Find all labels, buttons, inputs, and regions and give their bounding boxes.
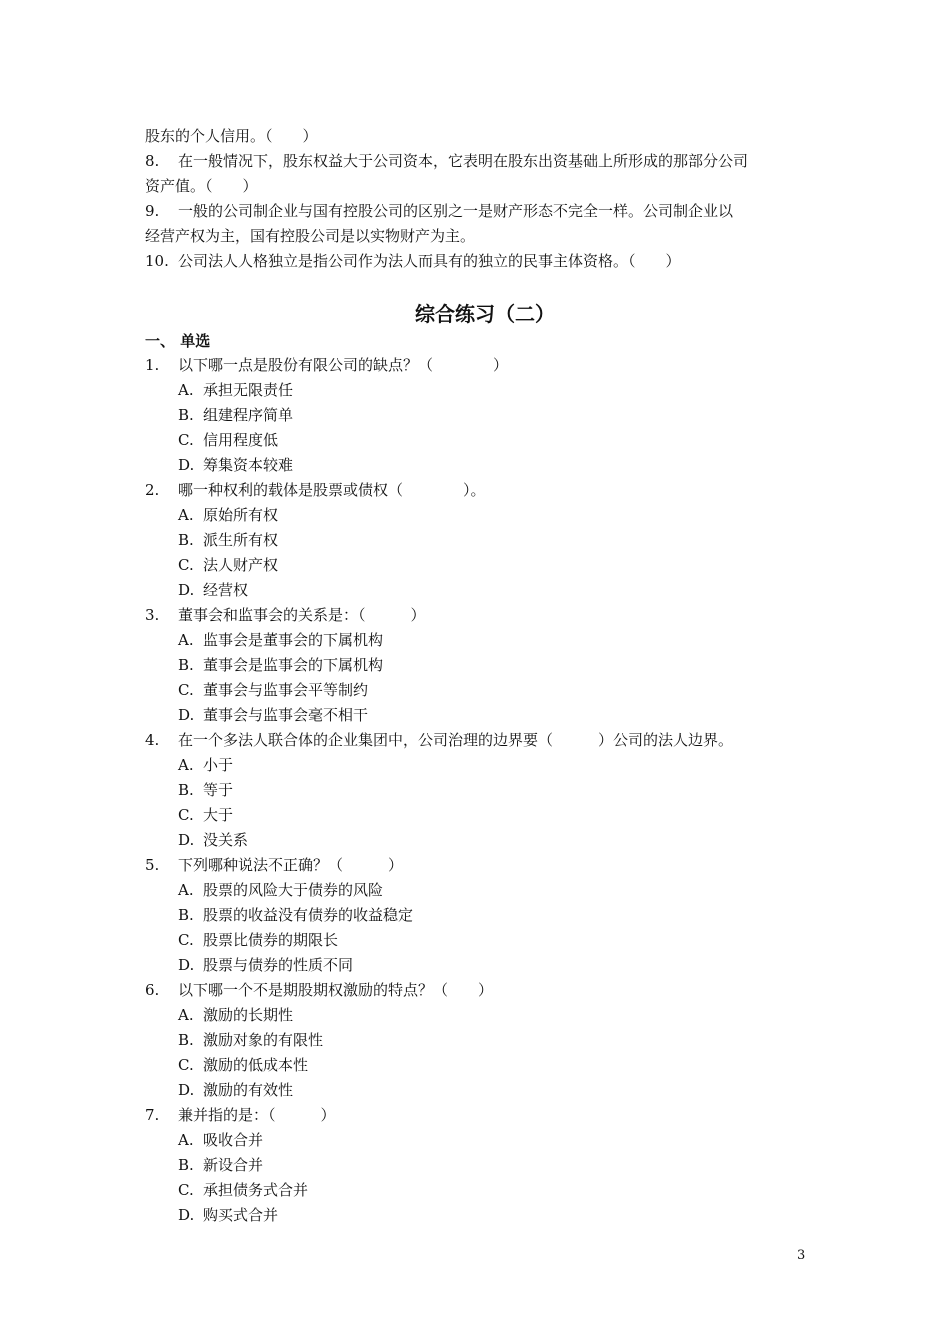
question-text: 以下哪一个不是期股期权激励的特点？（ ） xyxy=(178,981,494,999)
question-4 xyxy=(145,728,825,753)
option-letter: B. xyxy=(178,1031,194,1049)
option-item xyxy=(145,1178,825,1203)
option-text: 股票比债券的期限长 xyxy=(203,931,339,949)
prev-section xyxy=(145,124,825,274)
option-item xyxy=(145,953,825,978)
option-text: 激励的低成本性 xyxy=(203,1056,309,1074)
question-number: 2. xyxy=(145,481,160,499)
option-letter: A. xyxy=(178,506,194,524)
question-list xyxy=(145,353,825,1228)
option-item xyxy=(145,753,825,778)
option-letter: D. xyxy=(178,1206,195,1224)
option-letter: C. xyxy=(178,431,194,449)
question-7 xyxy=(145,1103,825,1128)
option-text: 激励的有效性 xyxy=(203,1081,294,1099)
option-item xyxy=(145,1003,825,1028)
option-text: 股票的收益没有债券的收益稳定 xyxy=(203,906,414,924)
option-letter: A. xyxy=(178,1006,194,1024)
option-text: 购买式合并 xyxy=(203,1206,279,1224)
question-text: 兼并指的是：（ ） xyxy=(178,1106,336,1124)
prev-line xyxy=(145,149,825,174)
option-letter: D. xyxy=(178,706,195,724)
option-letter: A. xyxy=(178,881,194,899)
option-letter: D. xyxy=(178,956,195,974)
document-page xyxy=(145,124,825,1228)
option-letter: A. xyxy=(178,631,194,649)
option-letter: D. xyxy=(178,456,195,474)
question-number: 5. xyxy=(145,856,160,874)
option-letter: C. xyxy=(178,1056,194,1074)
prev-line-text: 公司法人人格独立是指公司作为法人而具有的独立的民事主体资格。（ ） xyxy=(178,252,681,270)
option-text: 承担无限责任 xyxy=(203,381,294,399)
option-item xyxy=(145,1153,825,1178)
option-item xyxy=(145,878,825,903)
question-3 xyxy=(145,603,825,628)
option-item xyxy=(145,678,825,703)
option-item xyxy=(145,928,825,953)
option-letter: B. xyxy=(178,406,194,424)
option-letter: A. xyxy=(178,756,194,774)
option-text: 股票的风险大于债券的风险 xyxy=(203,881,384,899)
option-letter: B. xyxy=(178,1156,194,1174)
option-letter: C. xyxy=(178,1181,194,1199)
option-item xyxy=(145,1028,825,1053)
option-text: 董事会是监事会的下属机构 xyxy=(203,656,384,674)
option-text: 原始所有权 xyxy=(203,506,279,524)
option-item xyxy=(145,828,825,853)
prev-line-number: 10. xyxy=(145,252,169,270)
option-item xyxy=(145,903,825,928)
option-text: 新设合并 xyxy=(203,1156,264,1174)
option-text: 吸收合并 xyxy=(203,1131,264,1149)
question-number: 1. xyxy=(145,356,160,374)
question-text: 以下哪一点是股份有限公司的缺点？（ ） xyxy=(178,356,509,374)
option-text: 董事会与监事会平等制约 xyxy=(203,681,369,699)
question-1 xyxy=(145,353,825,378)
option-letter: B. xyxy=(178,906,194,924)
option-text: 组建程序简单 xyxy=(203,406,294,424)
question-number: 7. xyxy=(145,1106,160,1124)
option-text: 小于 xyxy=(203,756,234,774)
option-item xyxy=(145,378,825,403)
question-text: 哪一种权利的载体是股票或债权（ ）。 xyxy=(178,481,486,499)
option-letter: D. xyxy=(178,581,195,599)
option-item xyxy=(145,803,825,828)
prev-line-number: 8. xyxy=(145,152,160,170)
option-text: 监事会是董事会的下属机构 xyxy=(203,631,384,649)
option-item xyxy=(145,578,825,603)
option-text: 法人财产权 xyxy=(203,556,279,574)
option-item xyxy=(145,428,825,453)
option-item xyxy=(145,528,825,553)
question-2 xyxy=(145,478,825,503)
prev-line-text: 在一般情况下，股东权益大于公司资本，它表明在股东出资基础上所形成的那部分公司 xyxy=(178,152,749,170)
question-text: 下列哪种说法不正确？（ ） xyxy=(178,856,404,874)
option-text: 激励对象的有限性 xyxy=(203,1031,324,1049)
option-letter: C. xyxy=(178,806,194,824)
option-text: 激励的长期性 xyxy=(203,1006,294,1024)
option-item xyxy=(145,1203,825,1228)
prev-line xyxy=(145,249,825,274)
prev-line xyxy=(145,224,825,249)
option-text: 股票与债券的性质不同 xyxy=(203,956,354,974)
prev-line-text: 资产值。（ ） xyxy=(145,177,258,195)
option-text: 董事会与监事会毫不相干 xyxy=(203,706,369,724)
question-text: 在一个多法人联合体的企业集团中，公司治理的边界要（ ）公司的法人边界。 xyxy=(178,731,734,749)
option-item xyxy=(145,453,825,478)
page-title: 综合练习（二） xyxy=(415,302,555,326)
question-number: 4. xyxy=(145,731,160,749)
option-text: 承担债务式合并 xyxy=(203,1181,309,1199)
option-item xyxy=(145,503,825,528)
option-text: 等于 xyxy=(203,781,234,799)
page-number: 3 xyxy=(797,1248,806,1263)
option-item xyxy=(145,1078,825,1103)
option-letter: A. xyxy=(178,1131,194,1149)
question-5 xyxy=(145,853,825,878)
prev-line-text: 一般的公司制企业与国有控股公司的区别之一是财产形态不完全一样。公司制企业以 xyxy=(178,202,734,220)
option-item xyxy=(145,1128,825,1153)
option-letter: D. xyxy=(178,1081,195,1099)
prev-line xyxy=(145,124,825,149)
option-letter: C. xyxy=(178,556,194,574)
option-letter: B. xyxy=(178,531,194,549)
option-item xyxy=(145,653,825,678)
question-6 xyxy=(145,978,825,1003)
option-text: 筹集资本较难 xyxy=(203,456,294,474)
prev-line xyxy=(145,199,825,224)
option-text: 没关系 xyxy=(203,831,249,849)
prev-line xyxy=(145,174,825,199)
question-number: 6. xyxy=(145,981,160,999)
option-item xyxy=(145,403,825,428)
question-text: 董事会和监事会的关系是：（ ） xyxy=(178,606,426,624)
option-item xyxy=(145,1053,825,1078)
option-text: 大于 xyxy=(203,806,234,824)
option-item xyxy=(145,703,825,728)
prev-line-number: 9. xyxy=(145,202,160,220)
option-text: 派生所有权 xyxy=(203,531,279,549)
option-letter: B. xyxy=(178,781,194,799)
option-text: 经营权 xyxy=(203,581,249,599)
option-letter: A. xyxy=(178,381,194,399)
option-text: 信用程度低 xyxy=(203,431,279,449)
option-letter: C. xyxy=(178,931,194,949)
prev-line-text: 经营产权为主，国有控股公司是以实物财产为主。 xyxy=(145,227,476,245)
option-letter: B. xyxy=(178,656,194,674)
option-item xyxy=(145,553,825,578)
question-number: 3. xyxy=(145,606,160,624)
option-letter: D. xyxy=(178,831,195,849)
prev-line-text: 股东的个人信用。（ ） xyxy=(145,127,318,145)
option-item xyxy=(145,628,825,653)
option-letter: C. xyxy=(178,681,194,699)
option-item xyxy=(145,778,825,803)
section-heading: 一、 单选 xyxy=(145,332,211,350)
